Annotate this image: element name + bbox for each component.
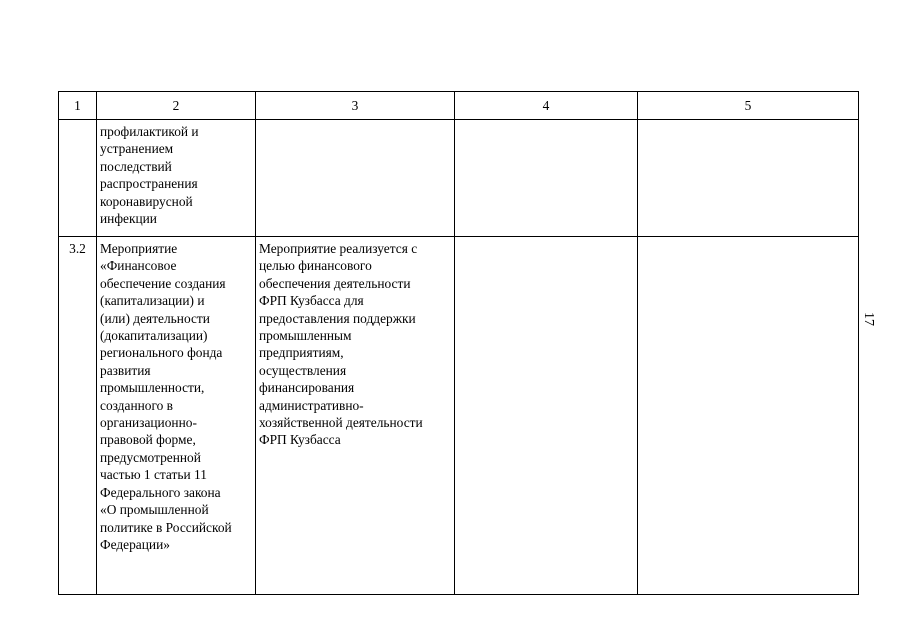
row-number-cell: 3.2: [59, 237, 97, 595]
table-row: [59, 120, 859, 237]
measures-table: [58, 91, 859, 595]
header-cell-5: 5: [638, 92, 859, 120]
measure-name-cell: Мероприятие «Финансовое обеспечение создания (капитализации) и (или) деятельности (докапитализации) регионального фонда развития промышленности, созданного в организационно- правовой форме, предусмотренной частью 1 статьи 11 Федерального закона «О промышленной политике в Российской Федерации»: [97, 237, 256, 595]
row-number-cell: [59, 120, 97, 237]
header-cell-4: 4: [455, 92, 638, 120]
header-cell-3: 3: [256, 92, 455, 120]
measure-description-cell: Мероприятие реализуется с целью финансового обеспечения деятельности ФРП Кузбасса для предоставления поддержки промышленным предприятиям, осуществления финансирования административно- хозяйственной деятельности ФРП Кузбасса: [256, 237, 455, 595]
measure-name-cell: профилактикой и устранением последствий распространения коронавирусной инфекции: [97, 120, 256, 237]
header-cell-2: 2: [97, 92, 256, 120]
column-5-cell: [638, 120, 859, 237]
table-header-row: [59, 92, 859, 120]
column-4-cell: [455, 120, 638, 237]
table-row: [59, 237, 859, 595]
page-number: 17: [861, 312, 876, 326]
column-4-cell: [455, 237, 638, 595]
measure-description-cell: [256, 120, 455, 237]
column-5-cell: [638, 237, 859, 595]
header-cell-1: 1: [59, 92, 97, 120]
